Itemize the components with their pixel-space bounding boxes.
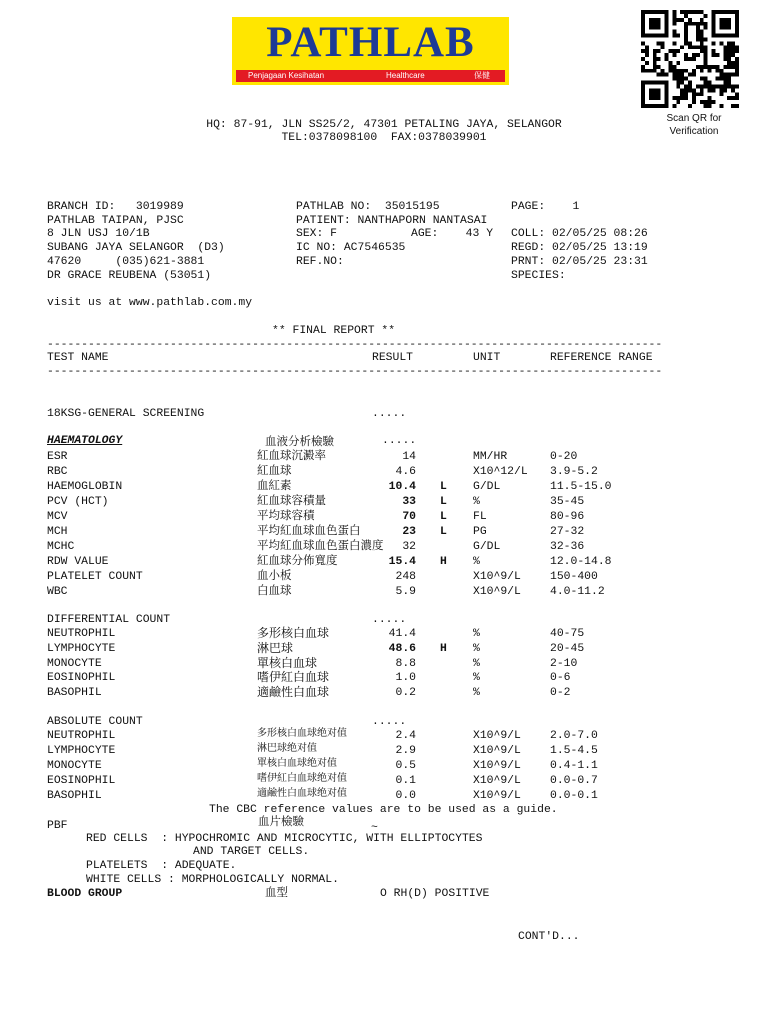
divider-top: ------------------------------------------------------------------------------------------	[47, 340, 663, 351]
test-name: MONOCYTE	[47, 760, 102, 772]
branch-name: PATHLAB TAIPAN, PJSC	[47, 215, 184, 227]
test-unit: MM/HR	[473, 451, 508, 463]
test-name-cn: 平均紅血球血色蛋白濃度	[257, 538, 384, 552]
pbf-red-cells: RED CELLS : HYPOCHROMIC AND MICROCYTIC, WITH ELLIPTOCYTES	[86, 833, 483, 845]
test-name: LYMPHOCYTE	[47, 745, 116, 757]
test-name-cn: 嗜伊紅白血球绝对值	[257, 773, 347, 784]
test-name-cn: 多形核白血球绝对值	[257, 728, 347, 739]
reference-range: 20-45	[550, 642, 585, 655]
result-row	[0, 640, 768, 658]
blood-group-value: O RH(D) POSITIVE	[380, 888, 490, 900]
result-row	[0, 523, 768, 541]
test-name: EOSINOPHIL	[47, 775, 116, 787]
page-number: PAGE: 1	[511, 201, 580, 213]
abnormal-flag: H	[440, 642, 447, 655]
reference-range: 0-20	[550, 451, 578, 463]
absolute-dots: .....	[372, 716, 407, 728]
test-name-cn: 淋巴球	[257, 640, 294, 655]
test-result: 5.9	[395, 586, 416, 598]
abnormal-flag: L	[440, 511, 447, 523]
abnormal-flag: L	[440, 481, 447, 493]
differential-dots: .....	[372, 614, 407, 626]
result-row	[0, 553, 768, 571]
patient-sex: SEX: F	[296, 228, 338, 240]
result-row	[0, 538, 768, 556]
test-result: 41.4	[388, 628, 416, 640]
blood-group-cn: 血型	[265, 885, 288, 899]
result-row	[0, 728, 768, 745]
patient-name: PATIENT: NANTHAPORN NANTASAI	[296, 215, 488, 227]
reference-range: 0.0-0.7	[550, 775, 598, 787]
cbc-note: The CBC reference values are to be used as a guide.	[209, 804, 558, 816]
test-result: 0.5	[395, 760, 416, 772]
test-result: 15.4	[388, 556, 416, 568]
test-unit: FL	[473, 511, 487, 523]
test-unit: %	[473, 687, 480, 700]
divider-bottom: ------------------------------------------------------------------------------------------	[47, 367, 663, 378]
result-row	[0, 773, 768, 790]
reference-range: 150-400	[550, 571, 598, 583]
test-name: NEUTROPHIL	[47, 628, 116, 640]
test-name: MCHC	[47, 541, 75, 553]
reference-range: 12.0-14.8	[550, 556, 612, 568]
test-name-cn: 平均紅血球血色蛋白	[257, 523, 361, 537]
test-name: MONOCYTE	[47, 657, 102, 670]
col-result: RESULT	[372, 352, 414, 364]
reference-range: 35-45	[550, 496, 585, 508]
reference-range: 0.4-1.1	[550, 760, 598, 772]
test-result: 70	[402, 511, 416, 523]
test-unit: PG	[473, 526, 487, 538]
test-unit: %	[473, 496, 480, 508]
reference-range: 0-2	[550, 687, 571, 700]
test-result: 0.0	[395, 790, 416, 802]
test-name-cn: 適鹼性白血球	[257, 685, 330, 700]
test-name-cn: 多形核白血球	[257, 626, 330, 640]
test-result: 2.9	[395, 745, 416, 757]
test-name-cn: 平均球容積	[257, 508, 315, 522]
result-row	[0, 788, 768, 805]
qr-code-graphic	[640, 10, 740, 108]
test-result: 23	[402, 526, 416, 538]
test-unit: %	[473, 556, 480, 568]
test-unit: %	[473, 628, 480, 640]
test-unit: X10^9/L	[473, 775, 521, 787]
test-name-cn: 單核白血球	[257, 655, 318, 670]
test-name: LYMPHOCYTE	[47, 642, 116, 655]
reference-range: 4.0-11.2	[550, 586, 605, 598]
test-result: 0.1	[395, 775, 416, 787]
screening-name: 18KSG-GENERAL SCREENING	[47, 408, 205, 420]
test-unit: X10^9/L	[473, 586, 521, 598]
test-unit: X10^9/L	[473, 790, 521, 802]
hq-contact: TEL:0378098100 FAX:0378039901	[281, 132, 487, 144]
reference-range: 0.0-0.1	[550, 790, 598, 802]
hq-address: HQ: 87-91, JLN SS25/2, 47301 PETALING JAYA, SELANGOR	[206, 119, 562, 131]
branch-id: BRANCH ID: 3019989	[47, 201, 184, 213]
test-name: HAEMOGLOBIN	[47, 481, 123, 493]
test-name: NEUTROPHIL	[47, 730, 116, 742]
logo-tagline-bar	[236, 70, 505, 82]
column-header	[0, 353, 768, 367]
differential-title: DIFFERENTIAL COUNT	[47, 614, 171, 626]
test-result: 10.4	[388, 481, 416, 493]
test-name: PCV (HCT)	[47, 496, 109, 508]
qr-caption-line2: Verification	[669, 126, 719, 137]
absolute-header	[0, 717, 768, 731]
test-result: 0.2	[395, 687, 416, 700]
ref-no: REF.NO:	[296, 256, 344, 268]
haematology-dots: .....	[382, 435, 417, 447]
test-name: ESR	[47, 451, 68, 463]
printed-date: PRNT: 02/05/25 23:31	[511, 256, 648, 268]
reference-range: 1.5-4.5	[550, 745, 598, 757]
test-unit: X10^9/L	[473, 760, 521, 772]
result-row	[0, 685, 768, 702]
test-unit: %	[473, 642, 480, 655]
patient-ic: IC NO: AC7546535	[296, 242, 406, 254]
result-row	[0, 758, 768, 775]
test-name-cn: 紅血球沉澱率	[257, 448, 326, 462]
haematology-title: HAEMATOLOGY	[47, 435, 123, 447]
test-name-cn: 紅血球容積量	[257, 493, 326, 507]
test-result: 1.0	[395, 672, 416, 685]
test-name-cn: 紅血球分佈寬度	[257, 553, 338, 567]
test-name: WBC	[47, 586, 68, 598]
test-name-cn: 淋巴球绝对值	[257, 743, 317, 754]
test-unit: G/DL	[473, 481, 501, 493]
reference-range: 2.0-7.0	[550, 730, 598, 742]
logo-tag-cn: 保健	[474, 71, 490, 80]
test-name: RBC	[47, 466, 68, 478]
test-result: 2.4	[395, 730, 416, 742]
col-unit: UNIT	[473, 352, 501, 364]
test-result: 32	[402, 541, 416, 553]
pbf-cn: 血片檢驗	[258, 814, 304, 828]
differential-header	[0, 615, 768, 629]
branch-address-1: 8 JLN USJ 10/1B	[47, 228, 150, 240]
test-name-cn: 紅血球	[257, 463, 292, 477]
reference-range: 0-6	[550, 672, 571, 685]
test-unit: G/DL	[473, 541, 501, 553]
abnormal-flag: H	[440, 556, 447, 568]
screening-row	[0, 409, 768, 423]
qr-caption-line1: Scan QR for	[666, 113, 722, 124]
test-name-cn: 血紅素	[257, 478, 292, 492]
test-unit: X10^9/L	[473, 745, 521, 757]
continued-note: CONT'D...	[518, 931, 580, 943]
result-row	[0, 493, 768, 511]
species: SPECIES:	[511, 270, 566, 282]
pbf-white-cells: WHITE CELLS : MORPHOLOGICALLY NORMAL.	[86, 874, 339, 886]
registered-date: REGD: 02/05/25 13:19	[511, 242, 648, 254]
doctor-name: DR GRACE REUBENA (53051)	[47, 270, 212, 282]
test-name: PLATELET COUNT	[47, 571, 143, 583]
pathlab-no: PATHLAB NO: 35015195	[296, 201, 440, 213]
collection-date: COLL: 02/05/25 08:26	[511, 228, 648, 240]
pbf-platelets: PLATELETS : ADEQUATE.	[86, 860, 237, 872]
test-name: EOSINOPHIL	[47, 672, 116, 685]
test-result: 4.6	[395, 466, 416, 478]
pathlab-logo	[232, 17, 509, 85]
blood-group-row	[0, 885, 768, 903]
test-name-cn: 嗜伊紅白血球	[257, 670, 330, 685]
result-row	[0, 568, 768, 586]
website-line: visit us at www.pathlab.com.my	[47, 297, 253, 309]
haematology-header	[0, 436, 768, 450]
test-result: 33	[402, 496, 416, 508]
reference-range: 32-36	[550, 541, 585, 553]
test-unit: X10^12/L	[473, 466, 528, 478]
test-unit: %	[473, 657, 480, 670]
abnormal-flag: L	[440, 496, 447, 508]
result-row	[0, 478, 768, 496]
branch-address-2: SUBANG JAYA SELANGOR (D3)	[47, 242, 225, 254]
branch-phone: 47620 (035)621-3881	[47, 256, 205, 268]
result-row	[0, 583, 768, 601]
result-row	[0, 670, 768, 687]
result-row	[0, 626, 768, 643]
reference-range: 80-96	[550, 511, 585, 523]
test-unit: %	[473, 672, 480, 685]
screening-dots: .....	[372, 408, 407, 420]
abnormal-flag: L	[440, 526, 447, 538]
test-name-cn: 白血球	[257, 583, 292, 597]
absolute-title: ABSOLUTE COUNT	[47, 716, 143, 728]
test-unit: X10^9/L	[473, 571, 521, 583]
test-name-cn: 適鹼性白血球绝对值	[257, 788, 347, 799]
test-name: MCH	[47, 526, 68, 538]
test-name-cn: 單核白血球绝对值	[257, 758, 337, 769]
haematology-cn: 血液分析檢驗	[265, 434, 334, 448]
col-reference: REFERENCE RANGE	[550, 352, 653, 364]
pbf-tilde: ~	[371, 822, 378, 834]
qr-code[interactable]	[640, 10, 740, 108]
test-result: 14	[402, 451, 416, 463]
result-row	[0, 463, 768, 481]
patient-age: AGE: 43 Y	[411, 228, 494, 240]
result-row	[0, 448, 768, 466]
report-title: ** FINAL REPORT **	[272, 325, 396, 337]
test-result: 48.6	[388, 642, 416, 655]
test-name: BASOPHIL	[47, 687, 102, 700]
reference-range: 40-75	[550, 628, 585, 640]
pbf-label: PBF	[47, 820, 68, 832]
reference-range: 3.9-5.2	[550, 466, 598, 478]
reference-range: 11.5-15.0	[550, 481, 612, 493]
pbf-red-cells-cont: AND TARGET CELLS.	[193, 846, 310, 858]
logo-tag-en: Healthcare	[386, 71, 425, 80]
logo-tag-malay: Penjagaan Kesihatan	[248, 71, 325, 80]
result-row	[0, 743, 768, 760]
test-name: MCV	[47, 511, 68, 523]
test-name-cn: 血小板	[257, 568, 292, 582]
test-name: RDW VALUE	[47, 556, 109, 568]
test-result: 248	[395, 571, 416, 583]
result-row	[0, 508, 768, 526]
result-row	[0, 655, 768, 673]
col-test-name: TEST NAME	[47, 352, 109, 364]
reference-range: 2-10	[550, 657, 578, 670]
test-unit: X10^9/L	[473, 730, 521, 742]
reference-range: 27-32	[550, 526, 585, 538]
test-name: BASOPHIL	[47, 790, 102, 802]
logo-title: PATHLAB	[266, 19, 475, 66]
test-result: 8.8	[395, 657, 416, 670]
blood-group-label: BLOOD GROUP	[47, 888, 123, 900]
